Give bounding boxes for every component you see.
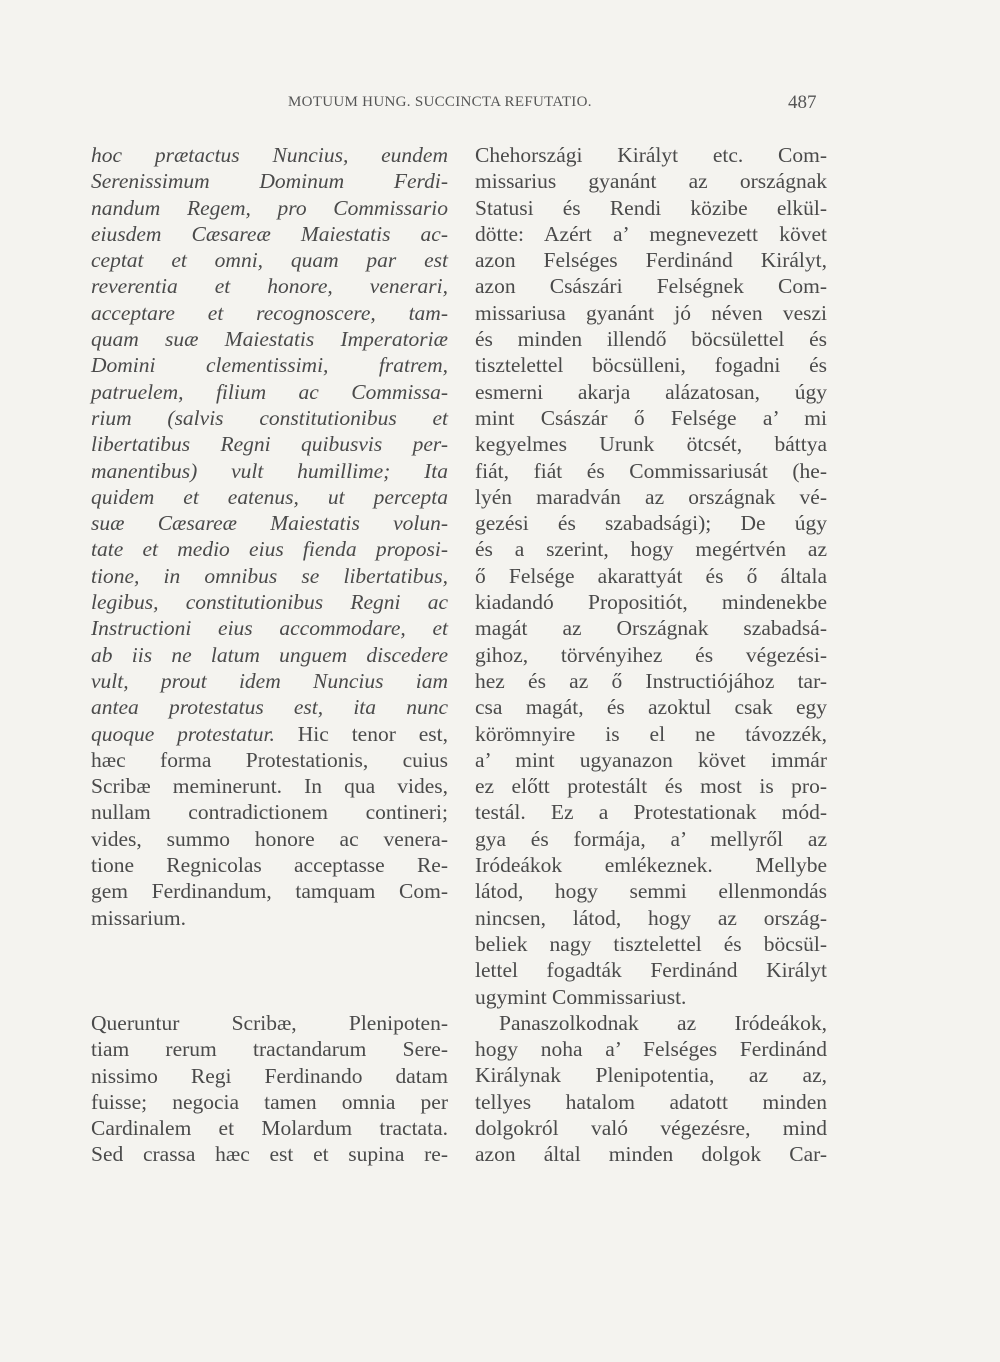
text-line: Panaszolkodnak az Iródeákok,: [499, 1010, 827, 1035]
text-line: hogy noha a’ Felséges Ferdinánd: [475, 1037, 827, 1062]
text-line: dolgokról való végezésre, mind: [475, 1115, 827, 1140]
text-line: libertatibus Regni quibusvis per-: [91, 432, 448, 457]
text-line: hoc prætactus Nuncius, eundem: [91, 143, 448, 167]
text-line: a’ mint ugyanazon követ immár: [475, 747, 827, 772]
text-line: kegyelmes Urunk ötcsét, báttya: [475, 432, 827, 457]
running-title: MOTUUM HUNG. SUCCINCTA REFUTATIO.: [288, 94, 592, 110]
text-line: missarius gyanánt az országnak: [475, 169, 827, 194]
paragraph-gap: [91, 931, 448, 1010]
text-line: quam suæ Maiestatis Imperatoriæ: [91, 327, 448, 352]
text-line: gezési és szabadsági); De úgy: [475, 511, 827, 536]
latin-paragraph-2: [91, 1010, 448, 1168]
text-line: fuisse; negocia tamen omnia per: [91, 1089, 448, 1114]
text-line: reverentia et honore, venerari,: [91, 274, 448, 299]
text-line: azon által minden dolgok Car-: [475, 1142, 827, 1167]
text-line: nincsen, látod, hogy az ország-: [475, 905, 827, 930]
text-line: eiusdem Cæsareæ Maiestatis ac-: [91, 221, 448, 246]
text-line: és minden illendő böcsülettel és: [475, 327, 827, 352]
latin-paragraph-1: [91, 142, 448, 931]
text-line: missarium.: [91, 905, 186, 930]
text-line: Királynak Plenipotentia, az az,: [475, 1063, 827, 1088]
text-line: ugymint Commissariust.: [475, 984, 687, 1009]
text-line: ő Felsége akarattyát és ő általa: [475, 563, 827, 588]
text-line: hæc forma Protestationis, cuius: [91, 747, 448, 772]
text-line: testál. Ez a Protestationak mód-: [475, 800, 827, 825]
left-column-latin: [91, 142, 448, 1168]
text-line: tione, in omnibus se libertatibus,: [91, 563, 448, 588]
text-line: patruelem, filium ac Commissa-: [91, 379, 448, 404]
text-fragment-roman: Hic tenor est,: [274, 721, 448, 746]
text-line: Domini clementissimi, fratrem,: [91, 353, 448, 378]
text-line: Serenissimum Dominum Ferdi-: [91, 169, 448, 194]
text-line: tellyes hatalom adatott minden: [475, 1089, 827, 1114]
text-line: tisztelettel böcsülleni, fogadni és: [475, 353, 827, 378]
text-line: esmerni akarja alázatosan, úgy: [475, 379, 827, 404]
text-line: tione Regnicolas acceptasse Re-: [91, 853, 448, 878]
text-line: magát az Országnak szabadsá-: [475, 616, 827, 641]
text-line: Iródeákok emlékeznek. Mellybe: [475, 853, 827, 878]
text-line: gem Ferdinandum, tamquam Com-: [91, 879, 448, 904]
text-line: legibus, constitutionibus Regni ac: [91, 590, 448, 615]
text-line: dötte: Azért a’ megnevezett követ: [475, 221, 827, 246]
text-line: suæ Cæsareæ Maiestatis volun-: [91, 511, 448, 536]
text-line: beliek nagy tisztelettel és böcsül-: [475, 931, 827, 956]
text-line: mint Császár ő Felsége a’ mi: [475, 405, 827, 430]
text-line: tiam rerum tractandarum Sere-: [91, 1037, 448, 1062]
text-line: fiát, fiát és Commissariusát (he-: [475, 458, 827, 483]
text-line: Cardinalem et Molardum tractata.: [91, 1116, 448, 1141]
text-line: látod, hogy semmi ellenmondás: [475, 879, 827, 904]
text-line: és a szerint, hogy megértvén az: [475, 537, 827, 562]
text-line: nissimo Regi Ferdinando datam: [91, 1063, 448, 1088]
text-line: vult, prout idem Nuncius iam: [91, 668, 448, 693]
text-line-mixed: [91, 721, 448, 747]
text-line: tate et medio eius fienda proposi-: [91, 537, 448, 562]
text-line: Sed crassa hæc est et supina re-: [91, 1142, 448, 1167]
text-line: ceptat et omni, quam par est: [91, 248, 448, 273]
hungarian-paragraph-1: [475, 142, 827, 1010]
text-line: hez és az ő Instructiójához tar-: [475, 668, 827, 693]
text-line: gihoz, törvényihez és végezési-: [475, 642, 827, 667]
text-line: nullam contradictionem contineri;: [91, 800, 448, 825]
text-line: vides, summo honore ac venera-: [91, 826, 448, 851]
text-line: manentibus) vult humillime; Ita: [91, 458, 448, 483]
text-line: csa magát, és azoktul csak egy: [475, 695, 827, 720]
text-line: azon Felséges Ferdinánd Királyt,: [475, 248, 827, 273]
text-line: ez előtt protestált és most is pro-: [475, 774, 827, 799]
text-line: ab iis ne latum unguem discedere: [91, 642, 448, 667]
text-line: quidem et eatenus, ut percepta: [91, 484, 448, 509]
hungarian-paragraph-2: [475, 1010, 827, 1168]
text-line: gya és formája, a’ mellyről az: [475, 826, 827, 851]
text-line: körömnyire is el ne távozzék,: [475, 721, 827, 746]
text-line: acceptare et recognoscere, tam-: [91, 300, 448, 325]
text-line: azon Császári Felségnek Com-: [475, 274, 827, 299]
text-line: rium (salvis constitutionibus et: [91, 405, 448, 430]
text-line: lyén maradván az országnak vé-: [475, 484, 827, 509]
page-number: 487: [788, 92, 817, 113]
text-fragment-italic: quoque protestatur.: [91, 721, 275, 746]
text-line: Instructioni eius accommodare, et: [91, 616, 448, 641]
text-line: Statusi és Rendi közibe elkül-: [475, 195, 827, 220]
right-column-hungarian: [475, 142, 827, 1168]
text-line: Queruntur Scribæ, Plenipoten-: [91, 1010, 448, 1035]
text-line: Chehországi Királyt etc. Com-: [475, 143, 827, 167]
text-line: Scribæ meminerunt. In qua vides,: [91, 774, 448, 799]
text-line: nandum Regem, pro Commissario: [91, 195, 448, 220]
text-line: antea protestatus est, ita nunc: [91, 695, 448, 720]
text-line: missariusa gyanánt jó néven veszi: [475, 300, 827, 325]
text-line: kiadandó Propositiót, mindenekbe: [475, 590, 827, 615]
text-line: lettel fogadták Ferdinánd Királyt: [475, 958, 827, 983]
